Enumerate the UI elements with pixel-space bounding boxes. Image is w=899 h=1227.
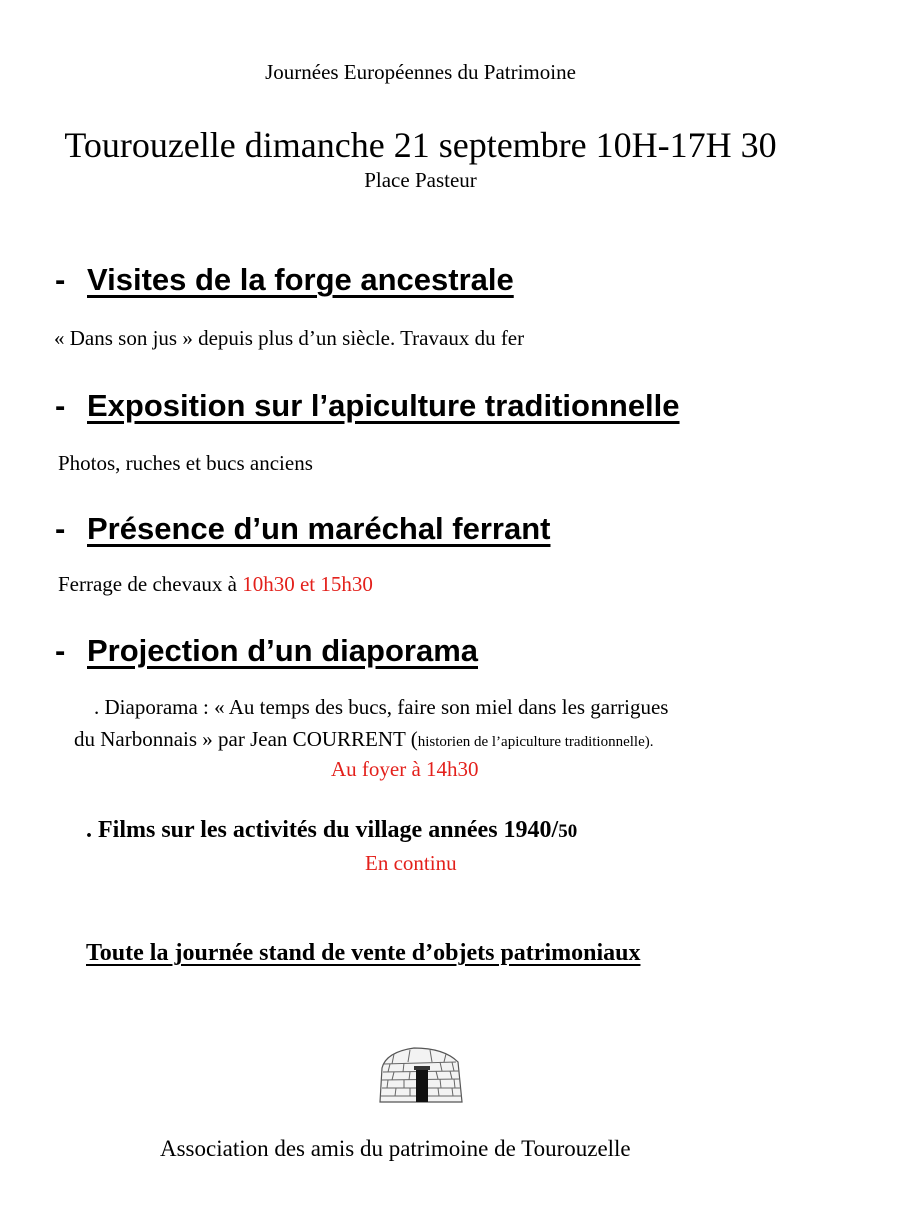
dash: -: [55, 633, 66, 668]
desc-text: Ferrage de chevaux à: [58, 572, 243, 596]
section-desc-forge: « Dans son jus » depuis plus d’un siècle. Travaux du fer: [54, 326, 525, 350]
heading-text: Présence d’un maréchal ferrant: [87, 511, 551, 546]
page-title: Tourouzelle dimanche 21 septembre 10H-17H 30: [64, 125, 777, 165]
place-label: Place Pasteur: [364, 168, 477, 192]
stone-hut-icon: [374, 1044, 466, 1106]
association-name: Association des amis du patrimoine de Tourouzelle: [160, 1136, 631, 1161]
time-highlight: 10h30 et 15h30: [242, 572, 373, 596]
stand-notice: Toute la journée stand de vente d’objets patrimoniaux: [86, 940, 641, 966]
dash: -: [55, 262, 66, 297]
section-desc-apiculture: Photos, ruches et bucs anciens: [58, 451, 313, 475]
heading-text: Projection d’un diaporama: [87, 633, 478, 668]
films-note: En continu: [365, 851, 457, 875]
diaporama-line2-main: du Narbonnais » par Jean COURRENT (: [74, 727, 418, 751]
event-label: Journées Européennes du Patrimoine: [265, 60, 576, 84]
section-heading-apiculture: [55, 388, 680, 424]
films-line: [86, 817, 577, 844]
section-heading-marechal: [55, 511, 550, 547]
diaporama-time: Au foyer à 14h30: [331, 757, 479, 781]
films-num: 50: [558, 821, 578, 842]
section-heading-diaporama: [55, 633, 478, 669]
diaporama-line2-small: historien de l’apiculture traditionnelle).: [417, 734, 654, 750]
dash: -: [55, 511, 66, 546]
heading-text: Visites de la forge ancestrale: [87, 262, 514, 297]
section-heading-forge: [55, 262, 514, 298]
section-desc-marechal: [58, 572, 373, 597]
diaporama-line1: . Diaporama : « Au temps des bucs, faire son miel dans les garrigues: [94, 695, 669, 719]
films-text: . Films sur les activités du village années 1940/: [86, 817, 559, 843]
diaporama-line2: [74, 727, 654, 752]
dash: -: [55, 388, 66, 423]
heading-text: Exposition sur l’apiculture traditionnelle: [87, 388, 680, 423]
